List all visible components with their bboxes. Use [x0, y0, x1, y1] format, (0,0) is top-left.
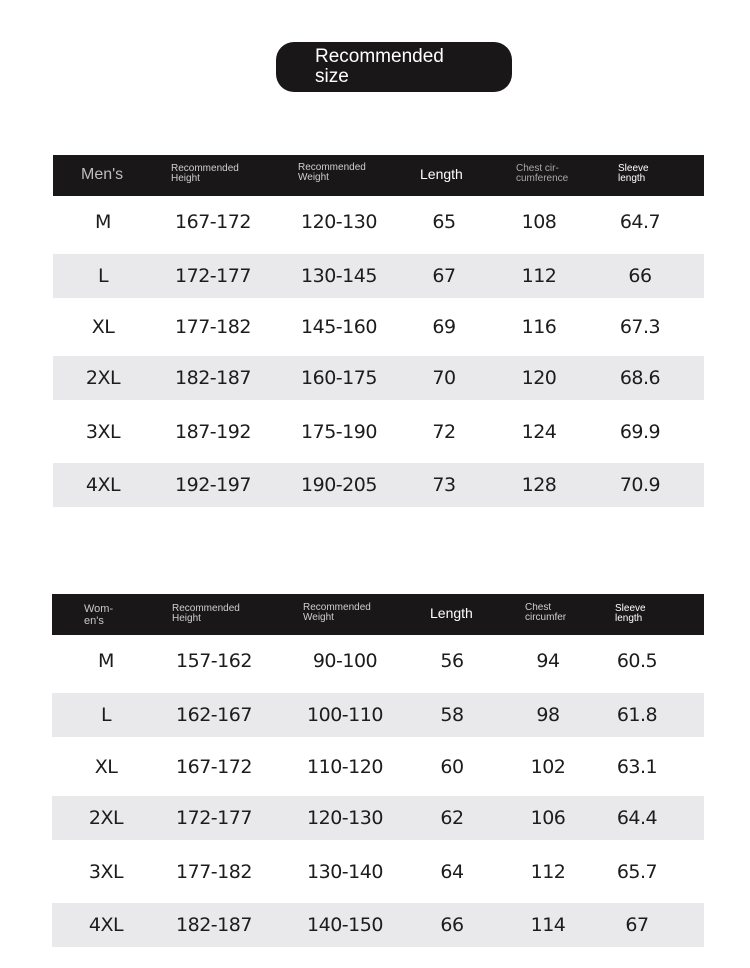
cell-chest: 102 [530, 755, 566, 778]
cell-size: 2XL [85, 367, 121, 389]
table-row [52, 693, 704, 737]
cell-length: 70 [432, 367, 456, 389]
cell-height: 177-182 [175, 316, 251, 338]
cell-height: 187-192 [175, 420, 251, 443]
table-row [52, 796, 704, 840]
cell-length: 72 [432, 420, 456, 443]
mens-size-table [53, 155, 704, 507]
table-row [52, 635, 704, 686]
table-header [52, 594, 704, 635]
header-weight: Recommended Weight [303, 602, 371, 623]
cell-size: 4XL [88, 914, 124, 936]
cell-height: 182-187 [175, 367, 251, 389]
cell-sleeve: 66 [628, 265, 652, 287]
cell-weight: 160-175 [301, 367, 377, 389]
cell-size: 4XL [85, 474, 121, 496]
cell-size: 3XL [85, 420, 121, 443]
cell-weight: 90-100 [312, 649, 378, 672]
cell-sleeve: 67 [625, 914, 649, 936]
cell-size: XL [91, 316, 115, 338]
cell-length: 62 [440, 807, 464, 829]
header-gender: Men's [81, 166, 124, 183]
cell-size: M [95, 210, 111, 233]
cell-sleeve: 68.6 [619, 367, 661, 389]
cell-weight: 130-140 [307, 860, 383, 883]
table-row [53, 298, 704, 356]
cell-height: 177-182 [176, 860, 252, 883]
cell-length: 58 [440, 704, 464, 726]
cell-height: 162-167 [176, 704, 252, 726]
cell-chest: 120 [521, 367, 557, 389]
cell-chest: 108 [521, 210, 557, 233]
cell-length: 60 [440, 755, 464, 778]
cell-chest: 128 [521, 474, 557, 496]
cell-height: 167-172 [175, 210, 251, 233]
cell-weight: 145-160 [301, 316, 377, 338]
cell-sleeve: 60.5 [616, 649, 658, 672]
header-sleeve: Sleeve length [615, 603, 646, 624]
header-weight: Recommended Weight [298, 162, 366, 183]
cell-length: 65 [432, 210, 456, 233]
header-height: Recommended Height [171, 163, 239, 184]
table-row [52, 840, 704, 903]
header-chest: Chest circumfer [525, 603, 567, 623]
cell-chest: 116 [521, 316, 557, 338]
cell-sleeve: 69.9 [619, 420, 661, 443]
cell-sleeve: 64.4 [616, 807, 658, 829]
cell-height: 167-172 [176, 755, 252, 778]
table-row [53, 196, 704, 247]
header-sleeve: Sleeve length [618, 163, 649, 184]
cell-height: 157-162 [176, 649, 252, 672]
cell-weight: 110-120 [307, 755, 383, 778]
table-row [52, 737, 704, 796]
cell-size: M [98, 649, 114, 672]
header-height: Recommended Height [172, 603, 240, 624]
cell-length: 73 [432, 474, 456, 496]
cell-chest: 114 [530, 914, 566, 936]
header-gender: Wom-en's [84, 603, 114, 627]
cell-chest: 98 [536, 704, 560, 726]
cell-size: 2XL [88, 807, 124, 829]
cell-size: L [97, 265, 109, 287]
cell-size: XL [94, 755, 118, 778]
table-row [53, 463, 704, 507]
cell-length: 56 [440, 649, 464, 672]
cell-sleeve: 63.1 [616, 755, 658, 778]
table-header [53, 155, 704, 196]
header-chest: Chest cir-cumference [516, 163, 569, 184]
cell-weight: 130-145 [301, 265, 377, 287]
cell-length: 69 [432, 316, 456, 338]
cell-chest: 94 [536, 649, 560, 672]
cell-weight: 120-130 [301, 210, 377, 233]
header-length: Length [420, 166, 463, 182]
cell-chest: 112 [521, 265, 557, 287]
header-length: Length [430, 605, 473, 621]
cell-sleeve: 70.9 [619, 474, 661, 496]
page-title: Recommended size [315, 46, 444, 87]
cell-chest: 124 [521, 420, 557, 443]
cell-size: L [100, 704, 112, 726]
cell-chest: 106 [530, 807, 566, 829]
table-row [53, 254, 704, 298]
womens-size-table [52, 594, 704, 947]
cell-size: 3XL [88, 860, 124, 883]
cell-height: 192-197 [175, 474, 251, 496]
cell-weight: 140-150 [307, 914, 383, 936]
cell-height: 182-187 [176, 914, 252, 936]
cell-weight: 120-130 [307, 807, 383, 829]
cell-sleeve: 64.7 [619, 210, 661, 233]
cell-height: 172-177 [176, 807, 252, 829]
cell-height: 172-177 [175, 265, 251, 287]
cell-sleeve: 65.7 [616, 860, 658, 883]
table-row [52, 903, 704, 947]
cell-length: 64 [440, 860, 464, 883]
cell-sleeve: 61.8 [616, 704, 658, 726]
cell-length: 67 [432, 265, 456, 287]
cell-sleeve: 67.3 [619, 316, 661, 338]
cell-weight: 190-205 [301, 474, 377, 496]
table-row [53, 356, 704, 400]
cell-weight: 175-190 [301, 420, 377, 443]
cell-length: 66 [440, 914, 464, 936]
title-badge [276, 42, 512, 92]
cell-weight: 100-110 [307, 704, 383, 726]
cell-chest: 112 [530, 860, 566, 883]
table-row [53, 400, 704, 463]
